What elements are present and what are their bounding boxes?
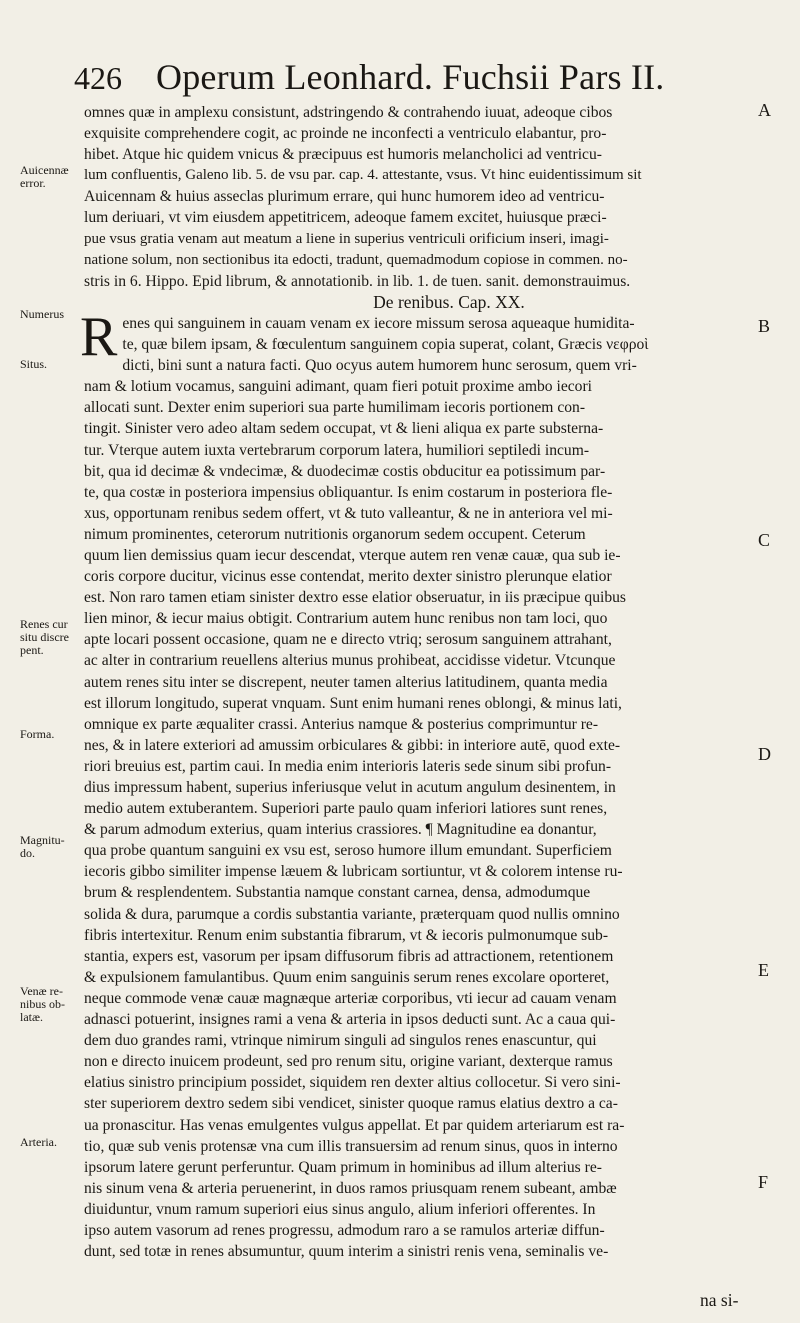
text-line: iecoris gibbo similiter impense læuem & lubricam sortiuntur, vt & colorem intense ru- bbox=[84, 863, 623, 881]
margin-note-forma: Forma. bbox=[20, 727, 55, 741]
text-line: tur. Vterque autem iuxta vertebrarum corporum latera, humiliori septiledi incum- bbox=[84, 441, 590, 459]
drop-capital: R bbox=[80, 305, 118, 368]
page-number: 426 bbox=[74, 60, 122, 96]
text-line: apte locari possent occasione, quam ne e directo vtriq; serosum sanguinem attrahant, bbox=[84, 631, 612, 649]
text-line: enes qui sanguinem in cauam venam ex iecore missum serosa aqueaque humidita- bbox=[122, 314, 635, 332]
text-line: adnasci potuerint, insignes rami a vena & arteria in ipsos deducti sunt. Ac a caua qui- bbox=[84, 1011, 616, 1029]
text-line: omnique ex parte æqualiter crassi. Anterius namque & posterius comprimuntur re- bbox=[84, 715, 599, 733]
text-line: diuiduntur, vnum ramum superiori eius sinus angulo, alium inferiori offerentes. In bbox=[84, 1200, 596, 1218]
chapter-heading: De renibus. Cap. XX. bbox=[373, 291, 525, 312]
text-line: dius impressum habent, superius inferiusque velut in acutum angulum desinentem, in bbox=[84, 779, 616, 796]
section-letter-f: F bbox=[758, 1172, 769, 1192]
text-line: ster superiorem dextro sedem sibi vendicet, sinister quoque ramus elatius dextro a ca- bbox=[84, 1095, 618, 1113]
catchword: na si- bbox=[700, 1290, 739, 1310]
text-line: autem renes situ inter se discrepent, neuter tamen alterius latitudinem, quanta media bbox=[84, 673, 608, 691]
text-line: quum lien demissius quam iecur descendat, vterque autem ren venæ cauæ, qua sub ie- bbox=[84, 546, 621, 564]
text-line: nimum prominentes, ceterorum nutritionis organorum sedem occupent. Ceterum bbox=[84, 525, 586, 543]
text-line: xus, opportunam renibus sedem offert, vt & tuto valleantur, & ne in anteriora vel mi- bbox=[84, 504, 613, 522]
text-line: natione solum, non sectionibus ita edocti, tradunt, quemadmodum copiose in commen. no- bbox=[84, 251, 628, 268]
margin-note-arteria: Arteria. bbox=[20, 1135, 57, 1149]
text-line: lum deriuari, vt vim eiusdem appetitricem, adeoque famem excitet, huiusque præci- bbox=[84, 209, 607, 227]
margin-note-magnitudo: Magnitu- do. bbox=[20, 833, 65, 860]
text-line: allocati sunt. Dexter enim superiori sua parte humilimam iecoris portionem con- bbox=[84, 399, 586, 417]
margin-note-venae: Venæ re- nibus ob- latæ. bbox=[20, 984, 65, 1024]
text-line: ipso autem vasorum ad renes progressu, admodum raro a se ramulos arteriæ diffun- bbox=[84, 1221, 605, 1239]
text-line: & parum admodum exterius, quam interius crassiores. ¶ Magnitudine ea donantur, bbox=[84, 821, 597, 839]
text-line: medio autem extuberantem. Superiori parte paulo quam inferiori latiores sunt renes, bbox=[84, 800, 608, 818]
running-header bbox=[74, 52, 734, 102]
text-line: hibet. Atque hic quidem vnicus & præcipuus est humoris melancholici ad ventricu- bbox=[84, 146, 602, 164]
text-line: Auicennam & huius asseclas plurimum errare, qui hunc humorem ideo ad ventricu- bbox=[84, 188, 605, 206]
text-line: bit, qua id decimæ & vndecimæ, & duodecimæ costis obducitur ea potissimum par- bbox=[84, 462, 606, 480]
section-letter-e: E bbox=[758, 960, 769, 980]
text-line: te, quæ bilem ipsam, & fœculentum sanguinem copia superat, colant, Græcis νεφροὶ bbox=[122, 336, 649, 354]
text-line: stris in 6. Hippo. Epid librum, & annotationib. in lib. 1. de tuen. sanit. demonstrauimus. bbox=[84, 272, 631, 290]
text-line: riori breuius est, partim caui. In media enim interioris lateris sede sinum sibi profun- bbox=[84, 757, 612, 775]
section-letter-a: A bbox=[758, 100, 771, 120]
text-line: dem duo grandes rami, vtrinque nimirum singuli ad singulos renes enascuntur, qui bbox=[84, 1032, 597, 1050]
text-line: & expulsionem famulantibus. Quum enim sanguinis serum renes excolare oporteret, bbox=[84, 968, 610, 986]
text-line: dicti, bini sunt a natura facti. Quo ocyus autem humorem hunc serosum, quem vri- bbox=[122, 357, 637, 375]
text-line: ac alter in contrarium reuellens alterius munus prohibeat, accidisse videtur. Vtcunque bbox=[84, 652, 616, 670]
text-line: tio, quæ sub venis protensæ vna cum illis transuersim ad renum sinus, quos in interno bbox=[84, 1137, 618, 1155]
text-line: exquisite comprehendere cogit, ac proinde ne inconfecti a ventriculo elabantur, pro- bbox=[84, 125, 607, 143]
margin-note-numerus: Numerus bbox=[20, 307, 64, 321]
text-line: est. Non raro tamen etiam sinister dextro esse elatior obseruatur, in iis præcipue quibus bbox=[84, 589, 626, 607]
text-line: omnes quæ in amplexu consistunt, adstringendo & contrahendo iuuat, adeoque cibos bbox=[84, 104, 613, 121]
text-line: dunt, sed totæ in renes absumuntur, quum interim a sinistri renis vena, seminalis ve- bbox=[84, 1243, 609, 1261]
text-line: non e directo inuicem prodeunt, sed pro renum situ, origine variant, dexterque ramus bbox=[84, 1053, 613, 1071]
margin-note-situs: Situs. bbox=[20, 357, 48, 371]
text-line: nam & lotium vocamus, sanguini adimant, quam fieri potuit proxime ambo iecori bbox=[84, 378, 592, 396]
text-line: te, qua costæ in posteriora impensius obliquantur. Is enim costarum in posteriora fle- bbox=[84, 483, 613, 501]
margin-note-renes-cur: Renes cur situ discre pent. bbox=[20, 617, 69, 657]
text-line: solida & dura, parumque a cordis substantia variante, præterquam quod nullis omnino bbox=[84, 905, 620, 923]
text-line: nes, & in latere exteriori ad amussim orbiculares & gibbi: in interiore autē, quod exte- bbox=[84, 736, 621, 754]
running-title: Operum Leonhard. Fuchsii Pars II. bbox=[156, 57, 665, 97]
text-line: tingit. Sinister vero adeo altam sedem occupat, vt & lieni aliqua ex parte substerna- bbox=[84, 420, 604, 438]
text-line: ua pronascitur. Has venas emulgentes vulgus appellat. Et par quidem arteriarum est ra- bbox=[84, 1116, 625, 1134]
text-line: elatius sinistro principium possidet, siquidem ren dexter altius collocetur. Si vero sini- bbox=[84, 1074, 621, 1092]
main-text bbox=[80, 102, 754, 1262]
text-line: lien minor, & iecur maius obtigit. Contrarium autem hunc renibus non tam loci, quo bbox=[84, 610, 608, 628]
text-line: neque commode venæ cauæ magnæque arteriæ corporibus, vti iecur ad cauam venam bbox=[84, 989, 617, 1007]
text-line: ipsorum latere gerunt perferuntur. Quam primum in hominibus ad illum alterius re- bbox=[84, 1158, 602, 1176]
text-line: nis sinum vena & arteria peruenerint, in duos ramos priusquam renem subeant, ambæ bbox=[84, 1179, 617, 1197]
section-letter-c: C bbox=[758, 530, 771, 550]
text-line: pue vsus gratia venam aut meatum a liene in superius ventriculi orificium inseri, imagi- bbox=[84, 230, 609, 247]
text-line: qua probe quantum sanguini ex vsu est, seroso humore illum emundant. Superficiem bbox=[84, 842, 612, 860]
text-line: lum confluentis, Galeno lib. 5. de vsu par. cap. 4. attestante, vsus. Vt hinc euidentissimum sit bbox=[84, 167, 642, 184]
text-line: stantia, expers est, vasorum per ipsam diffusorum fibris ad attractionem, retentionem bbox=[84, 947, 614, 965]
section-letter-b: B bbox=[758, 316, 771, 336]
text-line: brum & resplendentem. Substantia namque constant carnea, densa, admodumque bbox=[84, 884, 591, 902]
text-line: fibris intertexitur. Renum enim substantia fibrarum, vt & iecoris pulmonumque sub- bbox=[84, 926, 609, 944]
text-line: est illorum longitudo, superat vnquam. Sunt enim humani renes oblongi, & minus lati, bbox=[84, 694, 622, 712]
margin-note-auicennae: Auicennæ error. bbox=[20, 163, 69, 190]
section-letter-d: D bbox=[758, 744, 771, 764]
text-line: coris corpore ducitur, vicinus esse contendat, merito dexter sinistro plerunque elatior bbox=[84, 568, 612, 586]
